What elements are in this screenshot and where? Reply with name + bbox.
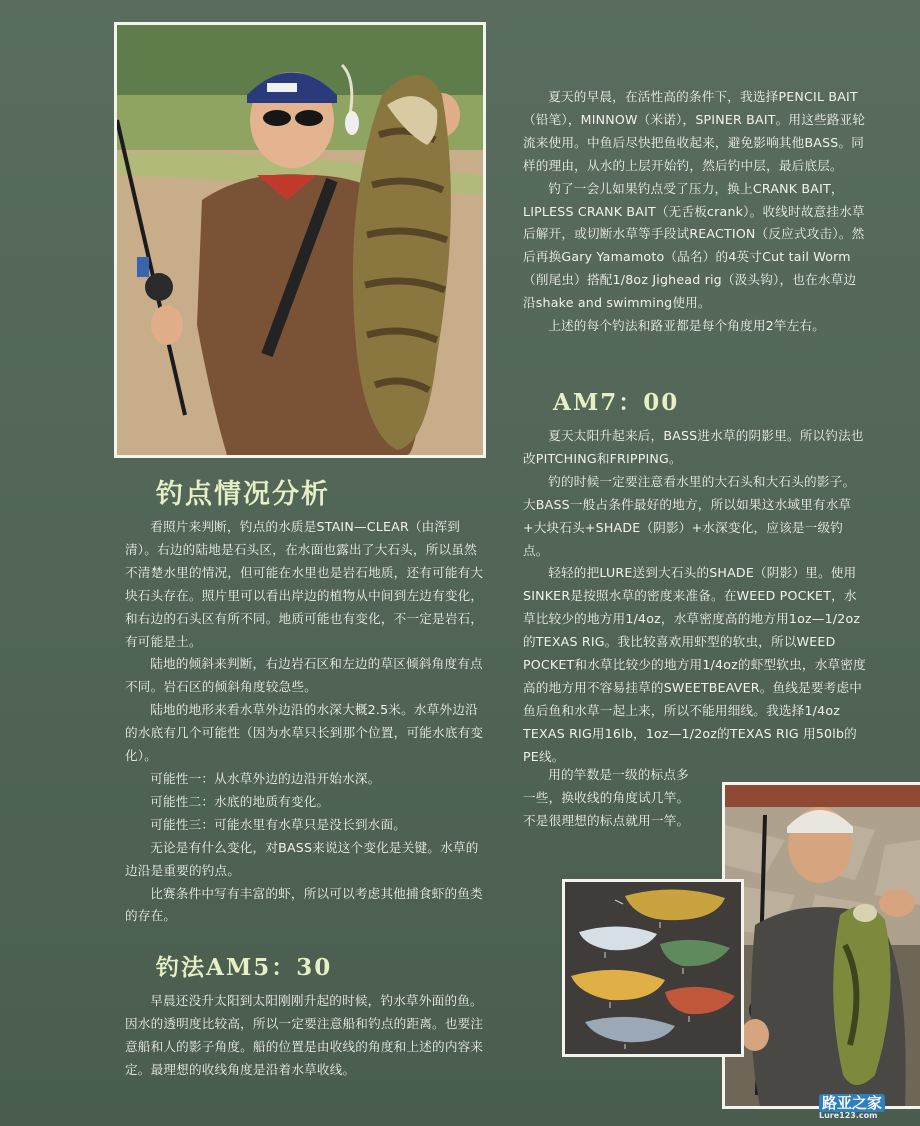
tail-text xyxy=(523,764,723,833)
am7-paragraph: 钓的时候一定要注意看水里的大石头和大石头的影子。大BASS一般占条件最好的地方，所以如果这水域里有水草+大块石头+SHADE（阴影）+水深变化，应该是一级钓点。 xyxy=(523,473,856,558)
am7-paragraph: 轻轻的把LURE送到大石头的SHADE（阴影）里。使用SINKER是按照水草的密度来准备。在WEED POCKET，水草比较少的地方用1/4oz，水草密度高的地方用1oz—1/2oz的TEXAS RIG。我比较喜欢用虾型的软虫，所以WEED POCKET和水草比较少的地方用1/4oz的虾型软虫，水草密度高的地方用不容易挂草的SWEETBEAVER。鱼线是要考虑中鱼后鱼和水草一起上来，所以不能用细线。我选择1/4oz TEXAS RIG用16lb，1oz—1/2oz的TEXAS RIG 用50lb的PE线。 xyxy=(523,565,866,764)
angler-photo-illustration xyxy=(117,25,483,455)
right-top-paragraph: 夏天的早晨，在活性高的条件下，我选择PENCIL BAIT（铅笔），MINNOW（米诺），SPINER BAIT。用这些路亚轮流来使用。中鱼后尽快把鱼收起来，避免影响其他BASS。同样的理由，从水的上层开始钓，然后钓中层，最后底层。 xyxy=(523,89,866,173)
heading-am7: AM7：00 xyxy=(553,389,680,416)
heading-analysis: 钓点情况分析 xyxy=(156,479,330,510)
heading-am5: 钓法AM5：30 xyxy=(156,954,333,981)
angler-bass-photo xyxy=(722,782,920,1109)
site-watermark xyxy=(819,1092,885,1120)
right-top-text xyxy=(523,86,868,338)
analysis-paragraph: 看照片来判断，钓点的水质是STAIN—CLEAR（由浑到清）。右边的陆地是石头区，在水面也露出了大石头，所以虽然不清楚水里的情况，但可能在水里也是岩石地质，还有可能有大块石头存在。照片里可以看出岸边的植物从中间到左边有变化，和右边的石头区有所不同。地质可能也有变化，不一定是岩石，有可能是土。 xyxy=(125,519,484,649)
watermark-logo: 路亚之家 xyxy=(819,1094,885,1112)
analysis-text xyxy=(125,516,489,928)
analysis-paragraph: 可能性二：水底的地质有变化。 xyxy=(150,793,330,809)
tail-line: 一些，换收线的角度试几竿。 xyxy=(523,789,690,805)
watermark-url: Lure123.com xyxy=(819,1111,878,1120)
lures-photo xyxy=(562,879,744,1057)
analysis-paragraph: 可能性三：可能水里有水草只是没长到水面。 xyxy=(150,816,407,832)
tail-line: 不是很理想的标点就用一竿。 xyxy=(523,812,690,828)
bass-photo-illustration xyxy=(725,785,920,1106)
analysis-paragraph: 比赛条件中写有丰富的虾，所以可以考虑其他捕食虾的鱼类的存在。 xyxy=(125,885,483,924)
lures-illustration xyxy=(565,882,741,1054)
tail-line: 用的竿数是一级的标点多 xyxy=(548,767,689,782)
am5-paragraph: 早晨还没升太阳到太阳刚刚升起的时候，钓水草外面的鱼。因水的透明度比较高，所以一定要注意船和钓点的距离。也要注意船和人的影子角度。船的位置是由收线的角度和上述的内容来定。最理想的收线角度是沿着水草收线。 xyxy=(125,993,484,1077)
analysis-paragraph: 可能性一：从水草外边的边沿开始水深。 xyxy=(150,770,381,786)
am7-text xyxy=(523,425,868,769)
angler-snakehead-photo xyxy=(114,22,486,458)
am5-text xyxy=(125,990,489,1082)
am7-paragraph: 夏天太阳升起来后，BASS进水草的阴影里。所以钓法也改PITCHING和FRIPPING。 xyxy=(523,428,864,466)
analysis-paragraph: 陆地的地形来看水草外边沿的水深大概2.5米。水草外边沿的水底有几个可能性（因为水草只长到那个位置，可能水底有变化）。 xyxy=(125,702,484,764)
analysis-paragraph: 无论是有什么变化，对BASS来说这个变化是关键。水草的边沿是重要的钓点。 xyxy=(125,839,479,878)
right-top-paragraph: 上述的每个钓法和路亚都是每个角度用2竿左右。 xyxy=(548,318,826,334)
right-top-paragraph: 钓了一会儿如果钓点受了压力，换上CRANK BAIT，LIPLESS CRANK BAIT（无舌板crank）。收线时故意挂水草后解开，或切断水草等手段试REACTION（反应式攻击）。然后再换Gary Yamamoto（品名）的4英寸Cut tail Worm（削尾虫）搭配1/8oz Jighead rig（汲头钩），也在水草边沿shake and swimming使用。 xyxy=(523,180,865,311)
analysis-paragraph: 陆地的倾斜来判断，右边岩石区和左边的草区倾斜角度有点不同。岩石区的倾斜角度较急些。 xyxy=(125,656,483,695)
